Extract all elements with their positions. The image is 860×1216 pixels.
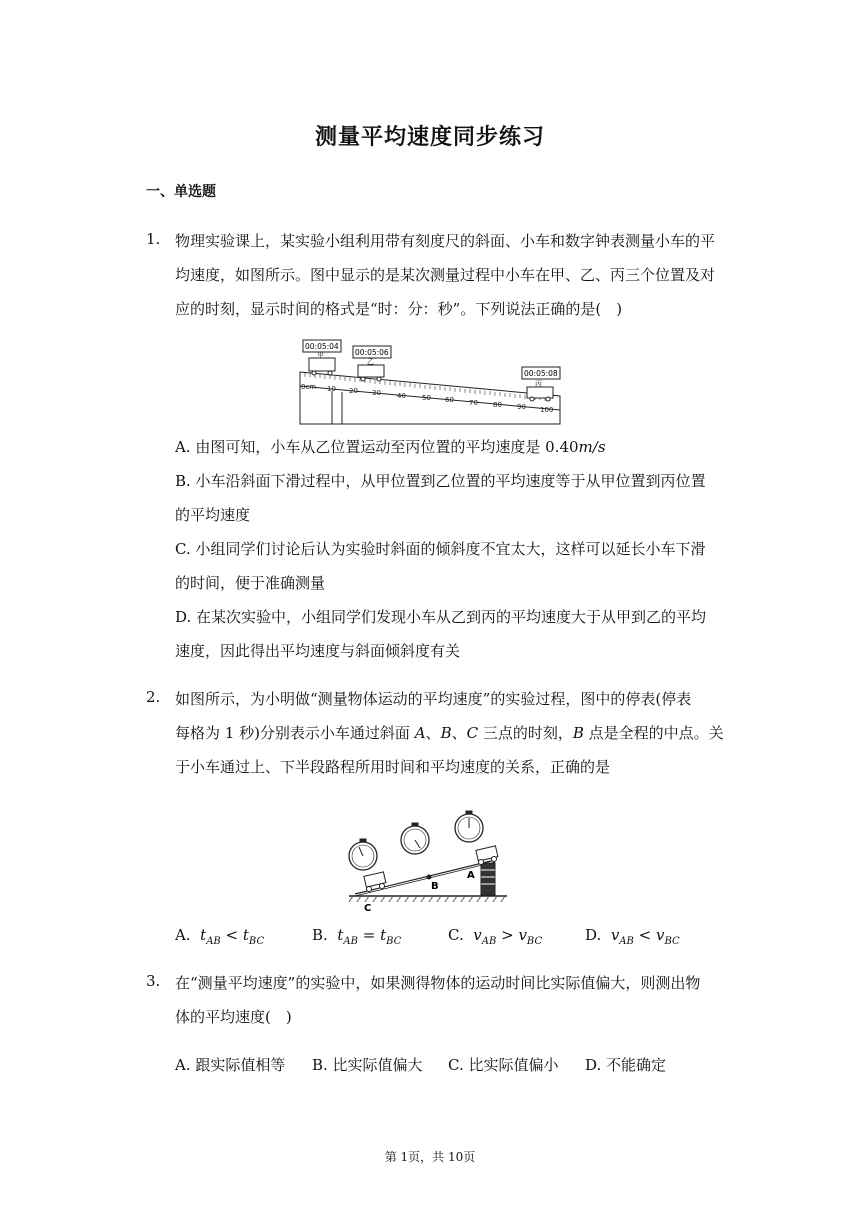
option-d[interactable]: D. 不能确定 [585,1056,667,1074]
tick-label: 70 [469,399,478,407]
option-b[interactable]: B. 小车沿斜面下滑过程中，从甲位置到乙位置的平均速度等于从甲位置到丙位置 [175,472,706,490]
cart-2 [358,358,384,381]
option-text: A. 由图可知，小车从乙位置运动至丙位置的平均速度是 0.40 [175,438,579,456]
option-d-continued: 速度，因此得出平均速度与斜面倾斜度有关 [175,642,461,660]
option-b-continued: 的平均速度 [175,506,251,524]
option-d[interactable]: D. 在某次实验中，小组同学们发现小车从乙到丙的平均速度大于从甲到乙的平均 [175,608,707,626]
point-label: A [467,870,475,881]
tick-label: 10 [327,385,336,393]
stopwatch-3 [455,811,483,842]
question-text-line: 物理实验课上，某实验小组利用带有刻度尺的斜面、小车和数字钟表测量小车的平 [175,232,716,250]
tick-label: 50 [422,394,431,402]
clock-time: 00:05:06 [355,348,389,357]
stopwatch-1 [349,839,377,870]
stopwatch-2 [401,823,429,854]
question-number: 2. [146,688,161,706]
tick-label: 0cm [301,383,317,391]
option-c[interactable]: C. $v_{AB} > v_{BC}$ [448,926,543,947]
question-text-line: 应的时刻，显示时间的格式是“时：分：秒”。下列说法正确的是( ) [175,300,623,318]
question-text-line: 如图所示，为小明做“测量物体运动的平均速度”的实验过程，图中的停表(停表 [175,690,692,708]
section-heading: 一、单选题 [146,184,216,200]
question-text-line: 每格为 1 秒)分别表示小车通过斜面 A、B、C 三点的时刻，B 点是全程的中点。关 [175,724,724,742]
point-b-marker [427,875,432,880]
question-number: 1. [146,230,161,248]
tick-label: 90 [517,403,526,411]
option-c-continued: 的时间，便于准确测量 [175,574,326,592]
option-d[interactable]: D. $v_{AB} < v_{BC}$ [585,926,680,947]
tick-label: 60 [445,396,454,404]
cart-1 [309,351,335,375]
question-text-line: 在“测量平均速度”的实验中，如果测得物体的运动时间比实际值偏大，则测出物 [175,974,701,992]
digital-clock-2 [353,346,391,358]
option-b[interactable]: B. 比实际值偏大 [312,1056,423,1074]
tick-label: 80 [493,401,502,409]
tick-label: 40 [397,392,406,400]
tick-label: 20 [349,387,358,395]
incline-stopwatch-figure [345,810,515,914]
option-a[interactable]: A. 跟实际值相等 [175,1056,286,1074]
cart-label: 乙 [367,358,374,366]
tick-label: 30 [372,389,381,397]
clock-time: 00:05:04 [305,342,339,351]
ground-hatch [349,896,505,902]
question-text-line: 体的平均速度( ) [175,1008,292,1026]
cart-label: 丙 [535,380,542,388]
option-c[interactable]: C. 比实际值偏小 [448,1056,559,1074]
cart-label: 甲 [317,351,324,359]
cart-3 [527,380,553,401]
point-label: B [431,881,439,892]
clock-time: 00:05:08 [524,369,558,378]
page-footer: 第 1页，共 10页 [384,1150,476,1164]
tick-label: 100 [540,406,554,414]
option-a[interactable] [175,436,606,457]
question-text-line: 于小车通过上、下半段路程所用时间和平均速度的关系，正确的是 [175,758,611,776]
option-a[interactable]: A. $t_{AB} < t_{BC}$ [175,926,265,947]
question-text-line: 均速度，如图所示。图中显示的是某次测量过程中小车在甲、乙、丙三个位置及对 [175,266,716,284]
option-c[interactable]: C. 小组同学们讨论后认为实验时斜面的倾斜度不宜太大，这样可以延长小车下滑 [175,540,706,558]
option-b[interactable]: B. $t_{AB} = t_{BC}$ [312,926,402,947]
incline-ruler-figure [295,336,565,428]
point-label: C [364,903,372,914]
question-number: 3. [146,972,161,990]
digital-clock-3 [522,367,560,379]
unit-text: m/s [578,438,606,456]
page-title: 测量平均速度同步练习 [314,124,545,150]
